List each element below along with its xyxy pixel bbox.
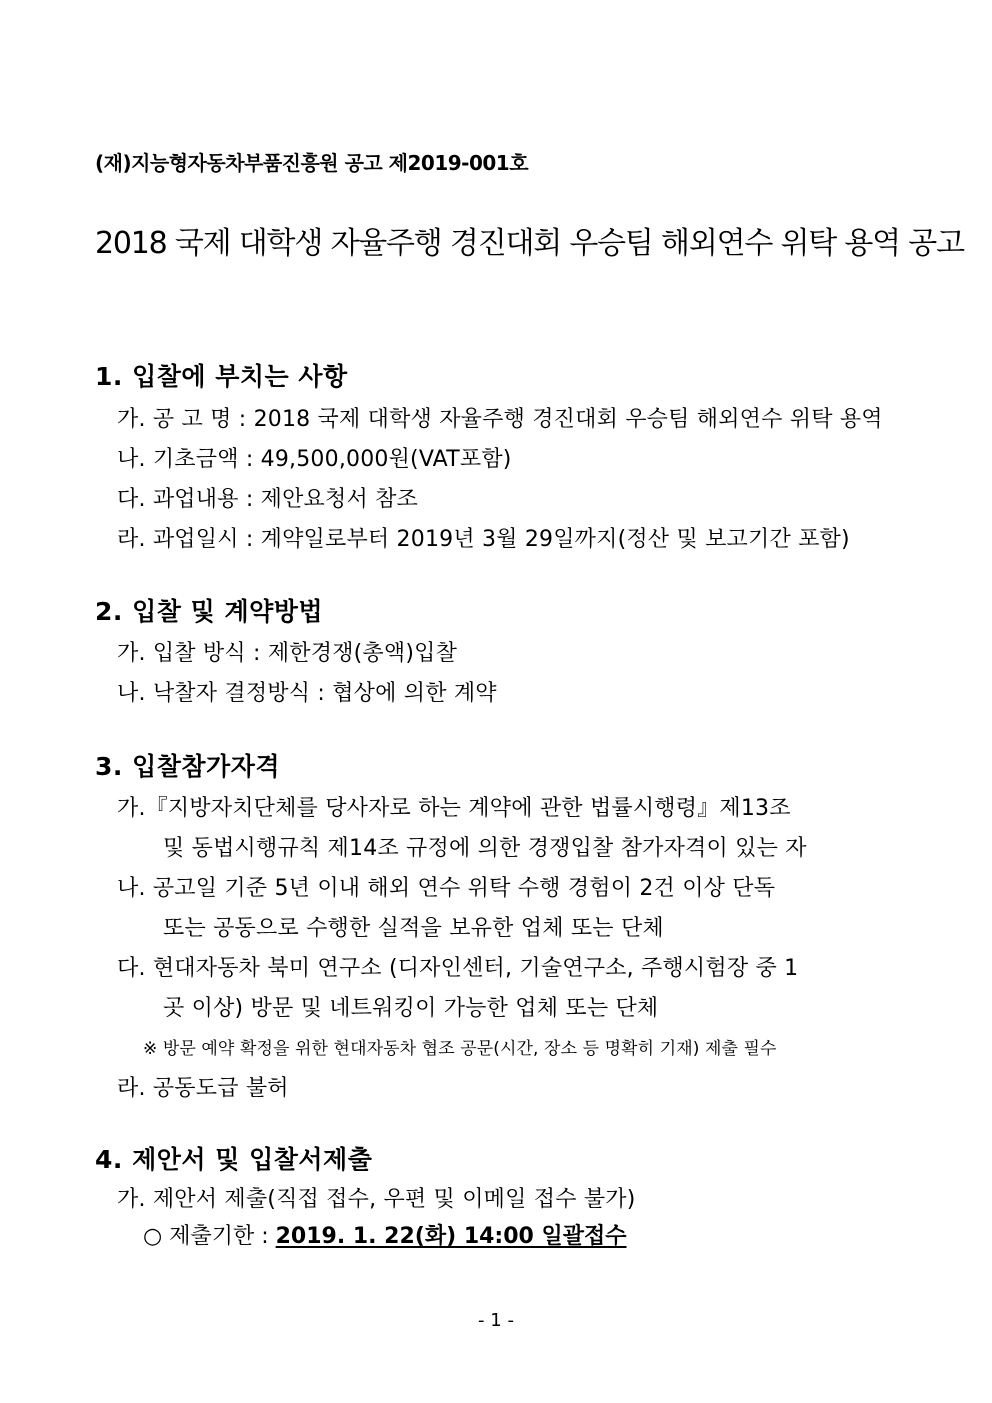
submission-deadline xyxy=(143,1219,627,1250)
section-2-item-a: 가. 입찰 방식 : 제한경쟁(총액)입찰 xyxy=(117,641,458,666)
section-3-item-a-line2: 및 동법시행규칙 제14조 규정에 의한 경쟁입찰 참가자격이 있는 자 xyxy=(163,836,807,861)
page-number: - 1 - xyxy=(478,1310,514,1331)
section-3-item-b-line2: 또는 공동으로 수행한 실적을 보유한 업체 또는 단체 xyxy=(163,916,664,941)
section-3-item-b-line1: 나. 공고일 기준 5년 이내 해외 연수 위탁 수행 경험이 2건 이상 단독 xyxy=(117,876,776,901)
section-1-item-b: 나. 기초금액 : 49,500,000원(VAT포함) xyxy=(117,447,512,472)
section-3-item-c-line1: 다. 현대자동차 북미 연구소 (디자인센터, 기술연구소, 주행시험장 중 1 xyxy=(117,956,799,981)
section-3-heading: 3. 입찰참가자격 xyxy=(95,752,280,781)
deadline-value: 2019. 1. 22(화) 14:00 일괄접수 xyxy=(275,1224,627,1249)
section-4-item-a: 가. 제안서 제출(직접 접수, 우편 및 이메일 접수 불가) xyxy=(117,1187,636,1212)
section-3-item-c-line2: 곳 이상) 방문 및 네트워킹이 가능한 업체 또는 단체 xyxy=(163,996,659,1021)
section-3-item-a-line1: 가.『지방자치단체를 당사자로 하는 계약에 관한 법률시행령』제13조 xyxy=(117,796,791,821)
section-1-heading: 1. 입찰에 부치는 사항 xyxy=(95,362,348,391)
deadline-label: ○ 제출기한 : xyxy=(143,1224,276,1249)
section-3-note: ※ 방문 예약 확정을 위한 현대자동차 협조 공문(시간, 장소 등 명확히 기재) 제출 필수 xyxy=(143,1039,777,1059)
section-1-item-a: 가. 공 고 명 : 2018 국제 대학생 자율주행 경진대회 우승팀 해외연수 위탁 용역 xyxy=(117,407,883,432)
notice-number: (재)지능형자동차부품진흥원 공고 제2019-001호 xyxy=(95,151,529,175)
section-2-heading: 2. 입찰 및 계약방법 xyxy=(95,597,324,626)
section-2-item-b: 나. 낙찰자 결정방식 : 협상에 의한 계약 xyxy=(117,681,497,706)
document-title: 2018 국제 대학생 자율주행 경진대회 우승팀 해외연수 위탁 용역 공고 xyxy=(95,226,964,261)
section-4-heading: 4. 제안서 및 입찰서제출 xyxy=(95,1145,373,1174)
section-3-item-d: 라. 공동도급 불허 xyxy=(117,1076,289,1101)
section-1-item-d: 라. 과업일시 : 계약일로부터 2019년 3월 29일까지(정산 및 보고기간 포함) xyxy=(117,527,850,552)
section-1-item-c: 다. 과업내용 : 제안요청서 참조 xyxy=(117,487,419,512)
